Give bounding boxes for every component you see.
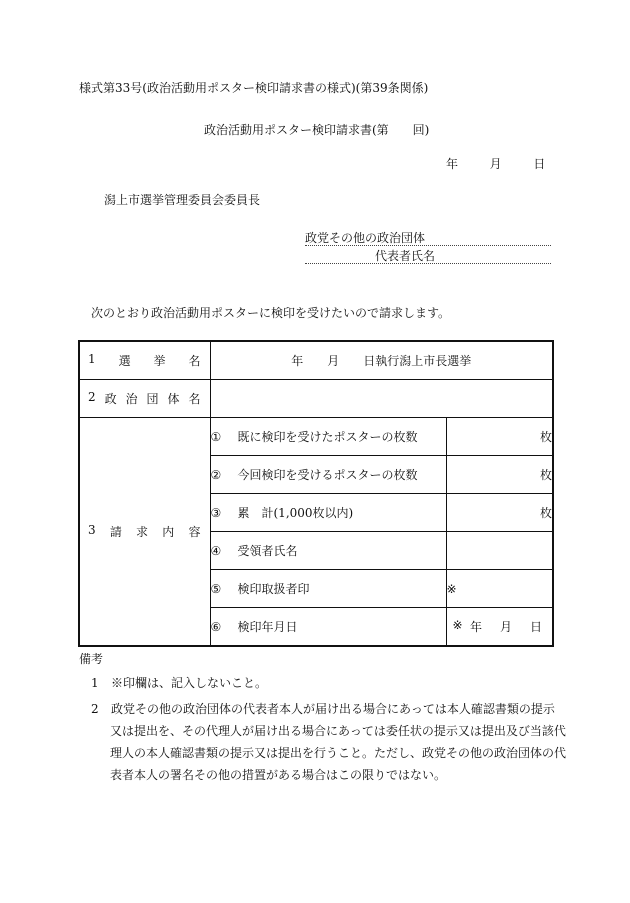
- value-seal-date: ※ 年 月 日: [446, 608, 553, 647]
- date-month: 月: [489, 157, 502, 171]
- value-previous-count[interactable]: 枚: [446, 418, 553, 456]
- note-item-2: 2 政党その他の政治団体の代表者本人が届け出る場合にあっては本人確認書類の提示 又は提出を、その代理人が届け出る場合にあっては委任状の提示又は提出及び当該代 理人の本人確認書類の提示又は提出を行うこと。ただし、政党その他の政治団体の代 表者本人の署名その他の措置がある場合はこの限りではない。: [91, 702, 567, 782]
- representative-field[interactable]: [305, 246, 551, 264]
- organization-field[interactable]: [305, 228, 551, 246]
- form-number: 様式第33号(政治活動用ポスター検印請求書の様式)(第39条関係): [79, 81, 429, 95]
- request-table: [78, 340, 554, 647]
- item-recipient-name: ④ 受領者氏名: [210, 532, 446, 570]
- item-seal-date: ⑥ 検印年月日: [210, 608, 446, 647]
- value-current-count[interactable]: 枚: [446, 456, 553, 494]
- document-title: 政治活動用ポスター検印請求書(第 回): [204, 123, 430, 137]
- value-recipient-name[interactable]: [446, 532, 553, 570]
- request-label: 3 請 求 内 容: [79, 418, 210, 647]
- item-handler-seal: ⑤ 検印取扱者印: [210, 570, 446, 608]
- addressee: 潟上市選挙管理委員会委員長: [104, 193, 261, 207]
- representative-label: 代表者氏名: [375, 249, 436, 263]
- row-election: [79, 341, 553, 380]
- date-year: 年: [446, 157, 459, 171]
- date-line: [446, 155, 545, 172]
- item-previous-count: ① 既に検印を受けたポスターの枚数: [210, 418, 446, 456]
- item-current-count: ② 今回検印を受けるポスターの枚数: [210, 456, 446, 494]
- value-total-count[interactable]: 枚: [446, 494, 553, 532]
- party-label: 2 政 治 団 体 名: [79, 380, 210, 418]
- note-item-1: 1 ※印欄は、記入しないこと。: [91, 676, 268, 690]
- election-value[interactable]: 年 月 日執行潟上市長選挙: [210, 341, 553, 380]
- date-day: 日: [533, 157, 546, 171]
- row-party: [79, 380, 553, 418]
- organization-label: 政党その他の政治団体: [305, 231, 426, 245]
- party-value[interactable]: [210, 380, 553, 418]
- notes-title: 備考: [79, 652, 104, 666]
- row-request-1: [79, 418, 553, 456]
- election-label: 1 選 挙 名: [79, 341, 210, 380]
- item-total-count: ③ 累 計(1,000枚以内): [210, 494, 446, 532]
- value-handler-seal: ※: [446, 570, 553, 608]
- intro-text: 次のとおり政治活動用ポスターに検印を受けたいので請求します。: [91, 306, 451, 320]
